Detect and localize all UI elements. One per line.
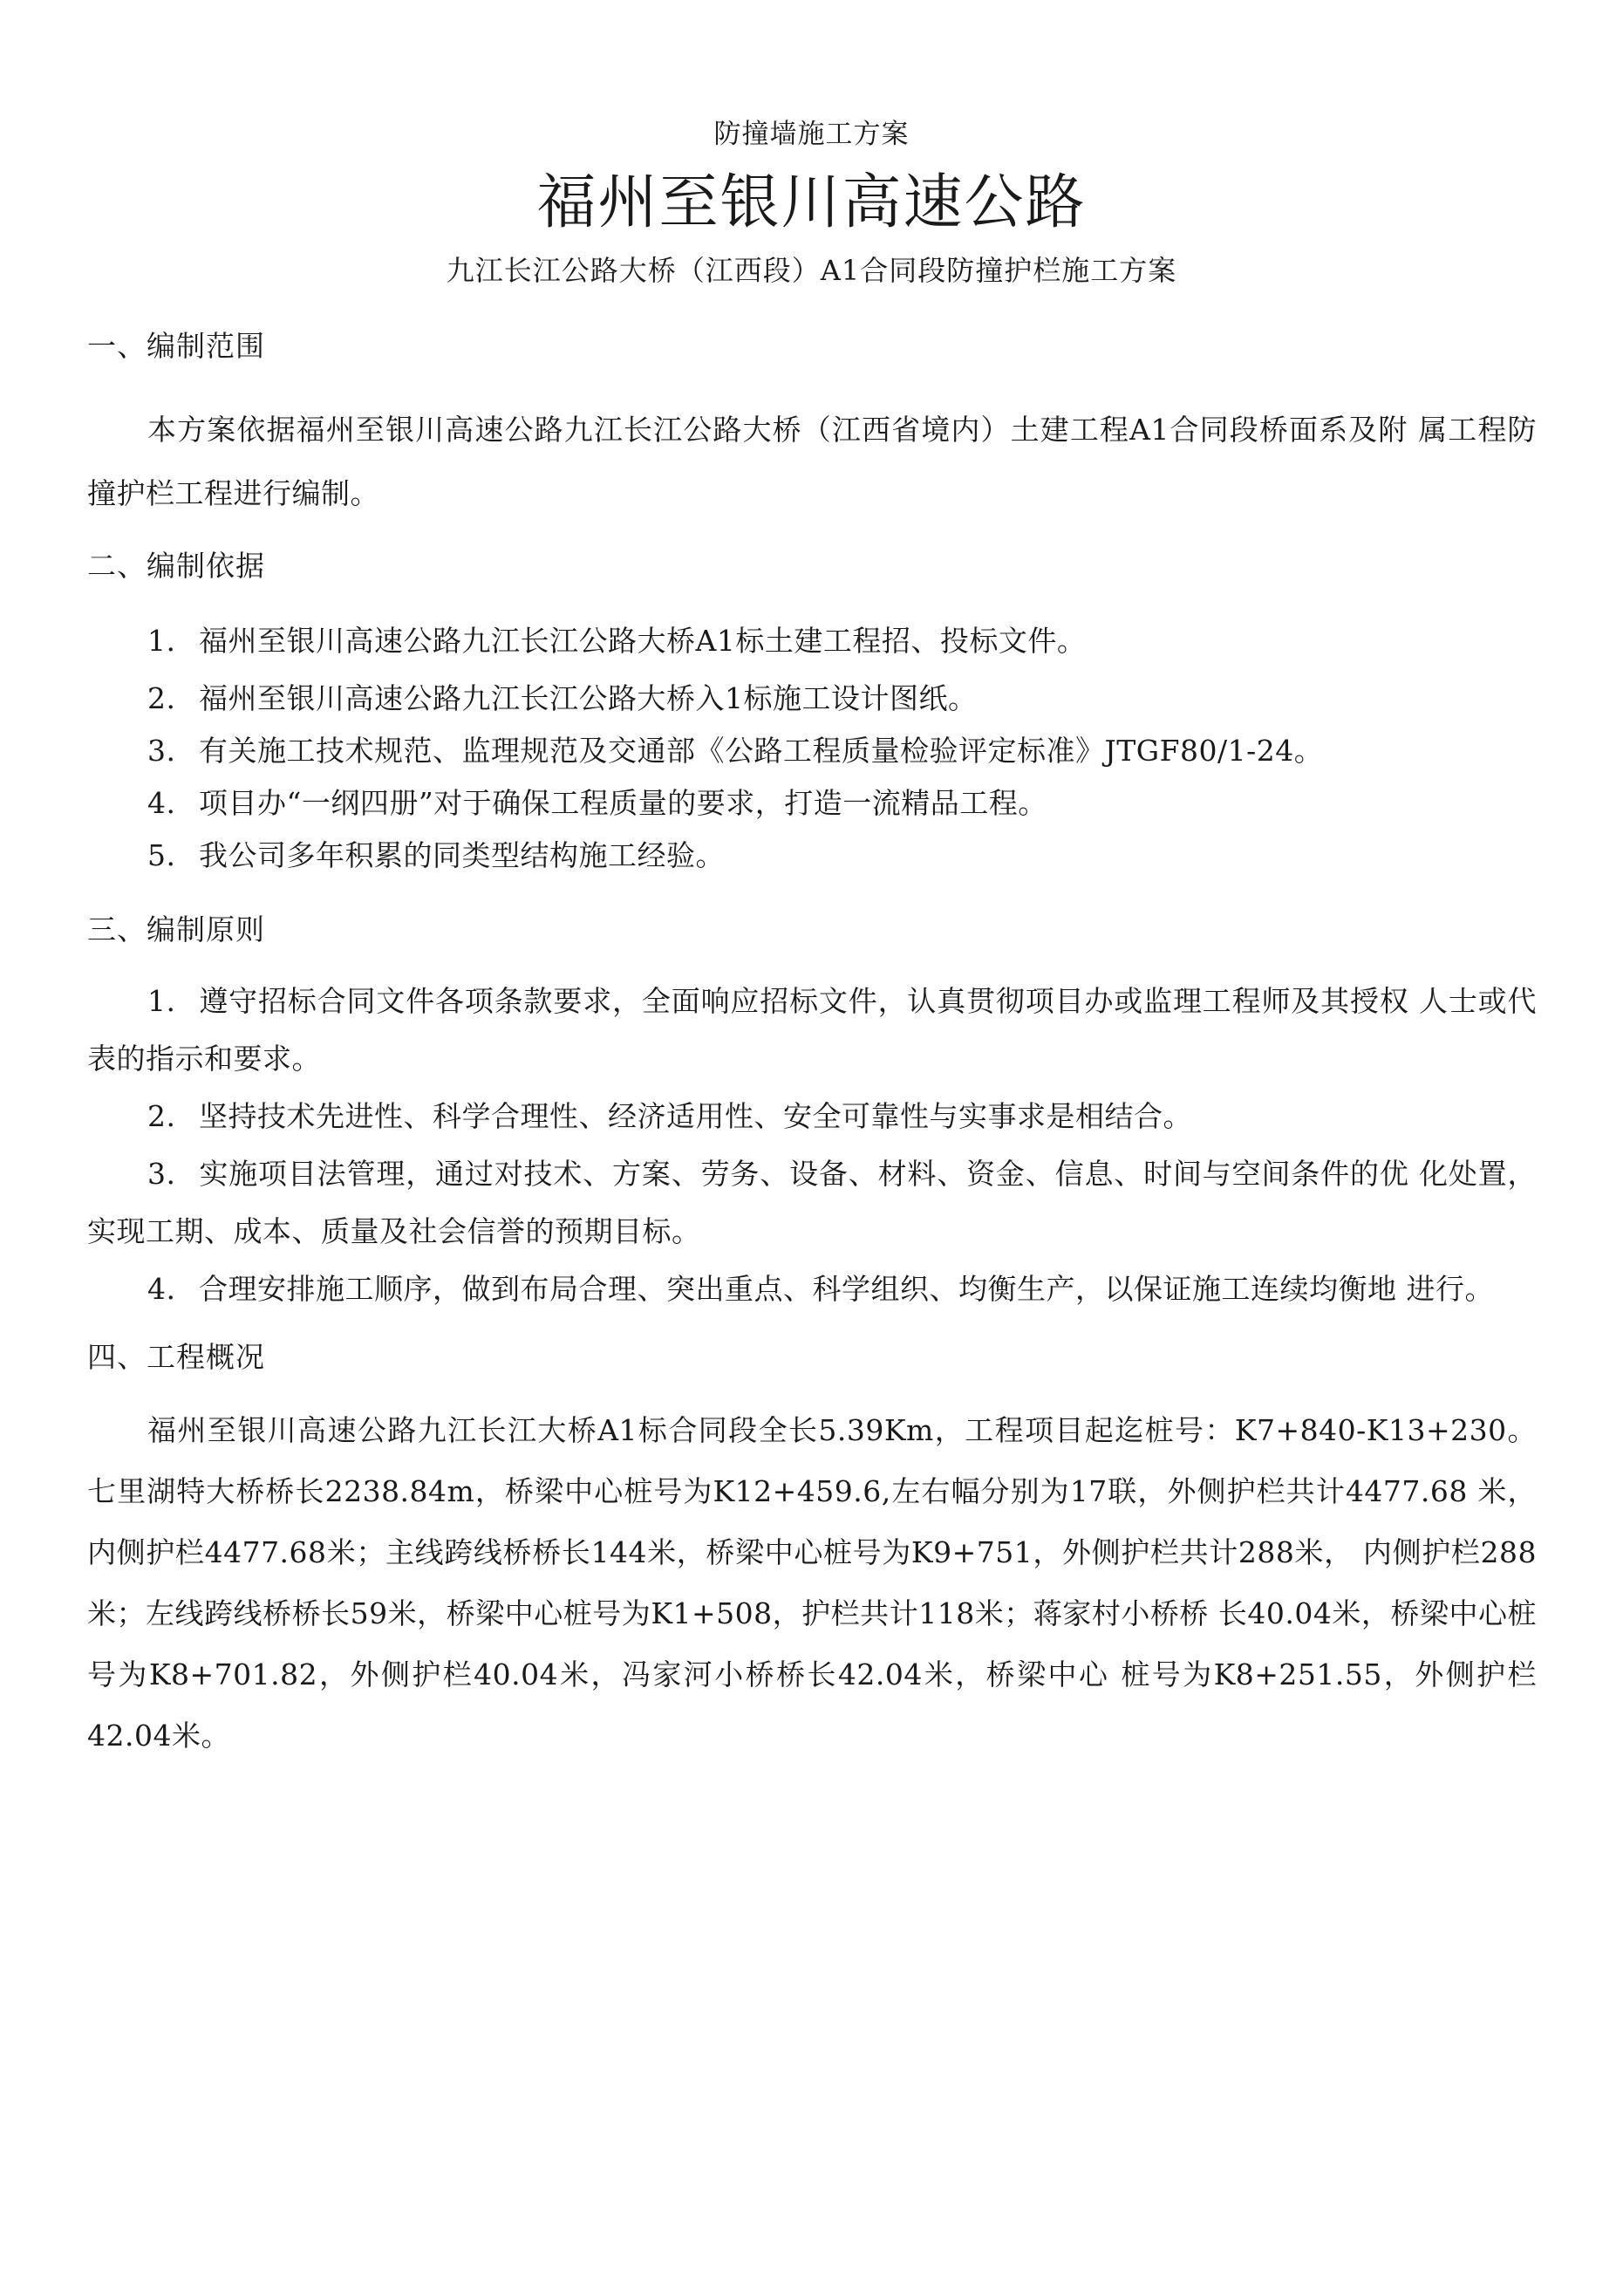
list-item bbox=[87, 609, 1537, 673]
paragraph-overview: 福州至银川高速公路九江长江大桥A1标合同段全长5.39Km，工程项目起迄桩号：K7+840-K13+230。七里湖特大桥桥长2238.84m，桥梁中心桩号为K12+459.6,左右幅分别为17联，外侧护栏共计4477.68 米，内侧护栏4477.68米；主线跨线桥桥长144米，桥梁中心桩号为K9+751，外侧护栏共计288米， 内侧护栏288米；左线跨线桥桥长59米，桥梁中心桩号为K1+508，护栏共计118米；蒋家村小桥桥 长40.04米，桥梁中心桩号为K8+701.82，外侧护栏40.04米，冯家河小桥桥长42.04米，桥梁中心 桩号为K8+251.55，外侧护栏42.04米。 bbox=[87, 1413, 1537, 1753]
section-heading-principles: 三、编制原则 bbox=[87, 912, 265, 946]
document-subtitle: 九江长江公路大桥（江西段）A1合同段防撞护栏施工方案 bbox=[446, 254, 1177, 287]
list-text: 有关施工技术规范、监理规范及交通部《公路工程质量检验评定标准》JTGF80/1-24。 bbox=[199, 734, 1324, 768]
list-item bbox=[87, 1145, 1537, 1261]
paragraph-scope: 本方案依据福州至银川高速公路九江长江公路大桥（江西省境内）土建工程A1合同段桥面系及附 属工程防撞护栏工程进行编制。 bbox=[87, 413, 1537, 510]
list-text: 坚持技术先进性、科学合理性、经济适用性、安全可靠性与实事求是相结合。 bbox=[199, 1099, 1192, 1133]
list-text: 实施项目法管理，通过对技术、方案、劳务、设备、材料、资金、信息、时间与空间条件的优 化处置，实现工期、成本、质量及社会信誉的预期目标。 bbox=[87, 1157, 1537, 1248]
section-heading-basis: 二、编制依据 bbox=[87, 549, 265, 583]
list-item bbox=[87, 673, 1537, 725]
list-text: 福州至银川高速公路九江长江公路大桥入1标施工设计图纸。 bbox=[199, 681, 978, 715]
list-text: 我公司多年积累的同类型结构施工经验。 bbox=[199, 838, 725, 872]
section-heading-scope: 一、编制范围 bbox=[87, 329, 265, 363]
document-body bbox=[87, 323, 1537, 1766]
list-number: 1. bbox=[147, 984, 176, 1018]
list-text: 项目办“一纲四册”对于确保工程质量的要求，打造一流精品工程。 bbox=[199, 786, 1047, 820]
running-header: 防撞墙施工方案 bbox=[713, 119, 910, 150]
list-item bbox=[87, 830, 1537, 882]
list-text: 遵守招标合同文件各项条款要求，全面响应招标文件，认真贯彻项目办或监理工程师及其授权 人士或代表的指示和要求。 bbox=[87, 984, 1537, 1076]
list-number: 4. bbox=[147, 786, 176, 820]
list-number: 2. bbox=[147, 1099, 176, 1133]
list-number: 2. bbox=[147, 681, 176, 715]
list-number: 5. bbox=[147, 838, 176, 872]
document-title: 福州至银川高速公路 bbox=[536, 168, 1087, 237]
list-number: 1. bbox=[147, 624, 176, 658]
list-number: 3. bbox=[147, 734, 176, 768]
list-number: 4. bbox=[147, 1272, 176, 1306]
list-item bbox=[87, 725, 1537, 777]
list-text: 福州至银川高速公路九江长江公路大桥A1标土建工程招、投标文件。 bbox=[199, 624, 1087, 658]
list-number: 3. bbox=[147, 1157, 176, 1191]
list-item bbox=[87, 777, 1537, 830]
list-item bbox=[87, 973, 1537, 1088]
list-item bbox=[87, 1088, 1537, 1145]
section-heading-overview: 四、工程概况 bbox=[87, 1340, 265, 1374]
list-item bbox=[87, 1261, 1537, 1318]
list-text: 合理安排施工顺序，做到布局合理、突出重点、科学组织、均衡生产，以保证施工连续均衡地 进行。 bbox=[199, 1272, 1494, 1306]
